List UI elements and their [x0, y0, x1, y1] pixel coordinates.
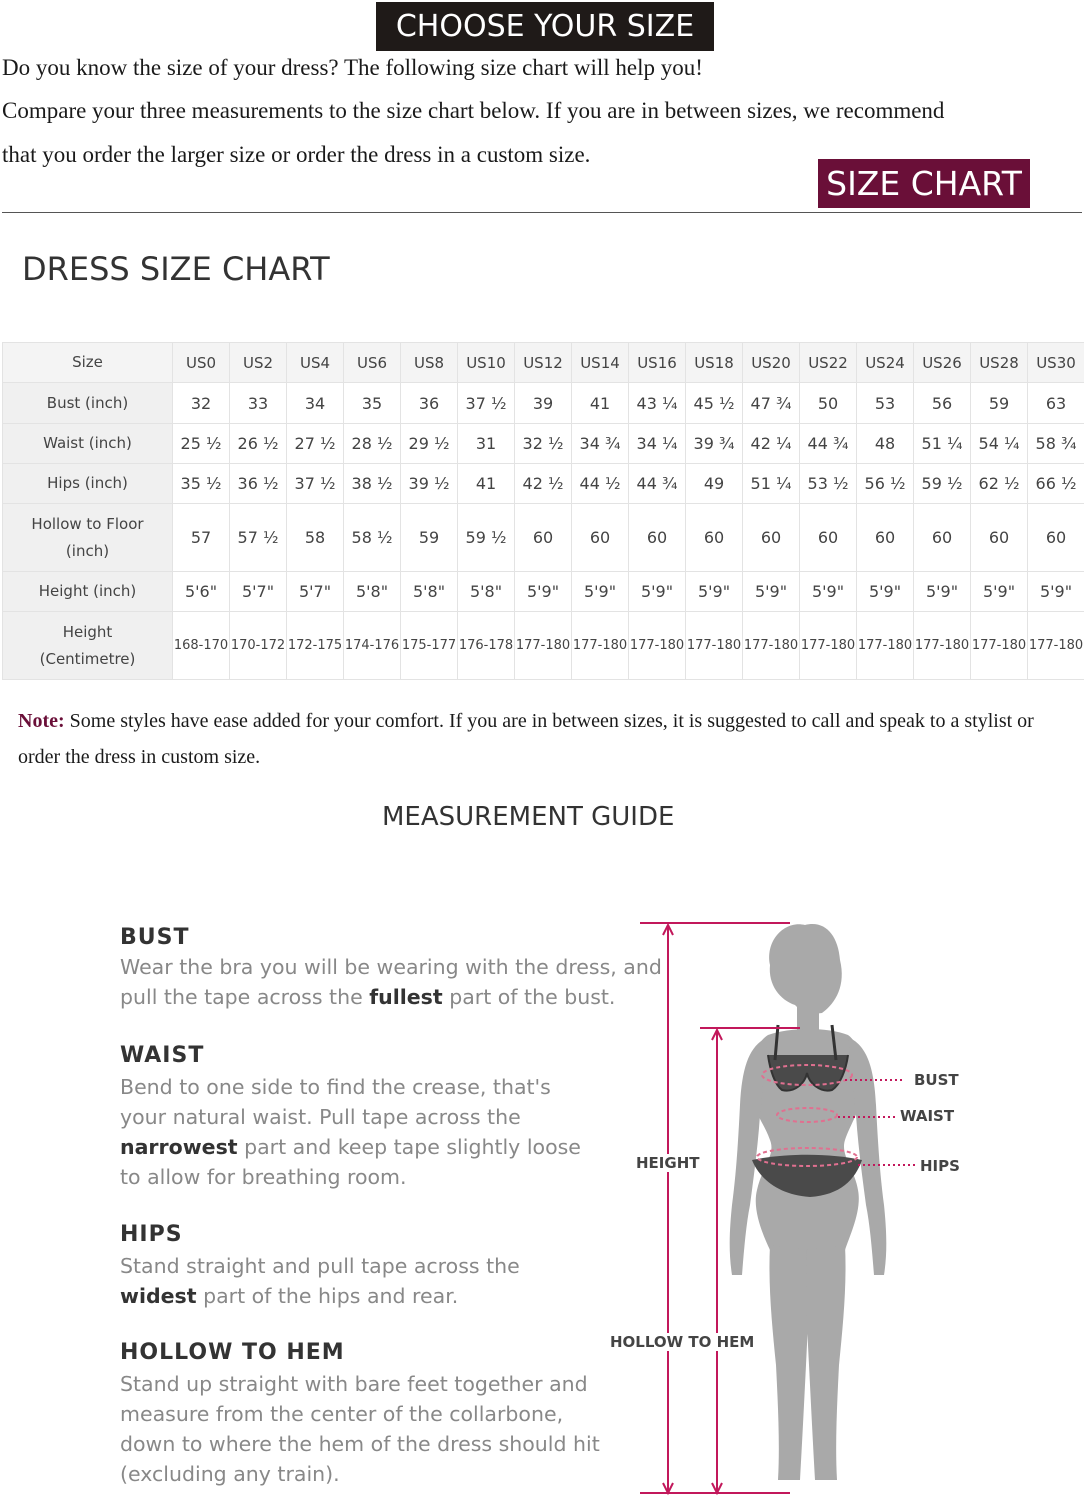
column-header: US0 [173, 343, 230, 383]
table-cell: 5'9" [914, 572, 971, 612]
column-header: US20 [743, 343, 800, 383]
row-label [3, 464, 173, 504]
table-cell: 177-180 [800, 612, 857, 680]
table-row [3, 424, 1084, 464]
table-cell: 5'9" [800, 572, 857, 612]
table-cell: 39 [515, 383, 572, 424]
hollow-heading: HOLLOW TO HEM [120, 1340, 345, 1365]
column-header: US12 [515, 343, 572, 383]
column-header: US22 [800, 343, 857, 383]
table-row [3, 504, 1084, 572]
measurement-guide-title: MEASUREMENT GUIDE [382, 802, 675, 832]
bust-line-2: pull the tape across the fullest part of the bust. [120, 985, 616, 1009]
table-row [3, 612, 1084, 680]
table-cell: 48 [857, 424, 914, 464]
table-cell: 33 [230, 383, 287, 424]
waist-line-3: narrowest part and keep tape slightly loose [120, 1135, 581, 1159]
table-header-row [3, 343, 1084, 383]
row-label-line: Bust (inch) [46, 393, 129, 412]
column-header: US16 [629, 343, 686, 383]
column-header: US6 [344, 343, 401, 383]
table-cell: 5'9" [629, 572, 686, 612]
table-cell: 60 [686, 504, 743, 572]
table-cell: 5'9" [1028, 572, 1084, 612]
row-label-line: Height [62, 622, 113, 641]
table-cell: 34 [287, 383, 344, 424]
table-cell: 53 ½ [800, 464, 857, 504]
waist-heading: WAIST [120, 1043, 205, 1068]
table-cell: 44 ¾ [800, 424, 857, 464]
table-cell: 44 ¾ [629, 464, 686, 504]
column-header: US2 [230, 343, 287, 383]
intro-line-2: Compare your three measurements to the size chart below. If you are in between sizes, we recommend [2, 98, 945, 123]
table-cell: 56 [914, 383, 971, 424]
table-cell: 59 [401, 504, 458, 572]
note-text: Some styles have ease added for your comfort. If you are in between sizes, it is suggested to call and speak to a stylist or order the dress in custom size. [18, 710, 1034, 768]
table-cell: 177-180 [515, 612, 572, 680]
table-cell: 5'7" [287, 572, 344, 612]
waist-line-1: Bend to one side to find the crease, that's [120, 1075, 551, 1099]
table-cell: 39 ¾ [686, 424, 743, 464]
table-cell: 172-175 [287, 612, 344, 680]
table-cell: 175-177 [401, 612, 458, 680]
table-cell: 62 ½ [971, 464, 1028, 504]
column-header: US8 [401, 343, 458, 383]
table-cell: 168-170 [173, 612, 230, 680]
table-cell: 41 [572, 383, 629, 424]
table-cell: 34 ¼ [629, 424, 686, 464]
hollow-section [120, 1340, 600, 1489]
table-cell: 5'9" [971, 572, 1028, 612]
table-cell: 58 [287, 504, 344, 572]
column-header: US26 [914, 343, 971, 383]
table-cell: 38 ½ [344, 464, 401, 504]
table-cell: 59 [971, 383, 1028, 424]
table-cell: 5'8" [401, 572, 458, 612]
table-cell: 50 [800, 383, 857, 424]
table-cell: 177-180 [743, 612, 800, 680]
table-cell: 176-178 [458, 612, 515, 680]
choose-your-size-banner: CHOOSE YOUR SIZE [376, 2, 714, 51]
row-label [3, 383, 173, 424]
table-cell: 51 ¼ [743, 464, 800, 504]
row-label-line: Hollow to Floor [31, 514, 144, 533]
waist-line-2: your natural waist. Pull tape across the [120, 1105, 521, 1129]
waist-section [120, 1043, 581, 1192]
table-cell: 35 [344, 383, 401, 424]
table-cell: 177-180 [1028, 612, 1084, 680]
note-label: Note: [18, 710, 65, 732]
table-cell: 177-180 [572, 612, 629, 680]
table-cell: 60 [515, 504, 572, 572]
row-label [3, 424, 173, 464]
table-row [3, 464, 1084, 504]
table-cell: 177-180 [686, 612, 743, 680]
table-cell: 5'9" [743, 572, 800, 612]
table-cell: 42 ¼ [743, 424, 800, 464]
row-label [3, 612, 173, 680]
waist-label: WAIST [900, 1107, 955, 1125]
table-cell: 174-176 [344, 612, 401, 680]
table-cell: 36 ½ [230, 464, 287, 504]
hips-line-1: Stand straight and pull tape across the [120, 1254, 520, 1278]
table-cell: 5'9" [686, 572, 743, 612]
hollow-line-4: (excluding any train). [120, 1462, 340, 1486]
table-cell: 5'6" [173, 572, 230, 612]
dress-size-chart-title: DRESS SIZE CHART [22, 250, 330, 288]
row-label [3, 504, 173, 572]
table-cell: 27 ½ [287, 424, 344, 464]
column-header: US24 [857, 343, 914, 383]
table-cell: 59 ½ [458, 504, 515, 572]
intro-line-3: that you order the larger size or order the dress in a custom size. [2, 142, 591, 167]
table-cell: 59 ½ [914, 464, 971, 504]
bust-label: BUST [914, 1071, 959, 1089]
table-cell: 37 ½ [287, 464, 344, 504]
hollow-line-2: measure from the center of the collarbone, [120, 1402, 564, 1426]
bust-heading: BUST [120, 925, 190, 950]
column-header: US28 [971, 343, 1028, 383]
note [18, 703, 1068, 775]
hips-line-2: widest part of the hips and rear. [120, 1284, 459, 1308]
table-cell: 177-180 [914, 612, 971, 680]
table-cell: 57 [173, 504, 230, 572]
row-label-line: Waist (inch) [43, 434, 132, 452]
table-cell: 58 ½ [344, 504, 401, 572]
hips-label: HIPS [920, 1157, 960, 1175]
table-cell: 32 [173, 383, 230, 424]
table-cell: 53 [857, 383, 914, 424]
column-header: US18 [686, 343, 743, 383]
table-cell: 36 [401, 383, 458, 424]
table-cell: 5'7" [230, 572, 287, 612]
hollow-to-hem-label: HOLLOW TO HEM [610, 1333, 755, 1351]
table-cell: 39 ½ [401, 464, 458, 504]
intro-line-1: Do you know the size of your dress? The following size chart will help you! [2, 55, 703, 80]
hips-heading: HIPS [120, 1222, 183, 1247]
table-cell: 54 ¼ [971, 424, 1028, 464]
column-header: US10 [458, 343, 515, 383]
table-cell: 31 [458, 424, 515, 464]
table-cell: 63 [1028, 383, 1084, 424]
table-cell: 49 [686, 464, 743, 504]
size-table [2, 342, 1084, 680]
table-cell: 177-180 [629, 612, 686, 680]
hollow-line-3: down to where the hem of the dress should hit [120, 1432, 600, 1456]
table-cell: 45 ½ [686, 383, 743, 424]
table-cell: 66 ½ [1028, 464, 1084, 504]
table-cell: 60 [857, 504, 914, 572]
table-cell: 170-172 [230, 612, 287, 680]
table-cell: 177-180 [857, 612, 914, 680]
table-cell: 42 ½ [515, 464, 572, 504]
table-cell: 5'9" [857, 572, 914, 612]
table-cell: 57 ½ [230, 504, 287, 572]
height-label: HEIGHT [636, 1154, 700, 1172]
column-header: US30 [1028, 343, 1084, 383]
table-cell: 34 ¾ [572, 424, 629, 464]
table-cell: 5'9" [572, 572, 629, 612]
column-header: US14 [572, 343, 629, 383]
table-cell: 47 ¾ [743, 383, 800, 424]
column-header-size: Size [3, 343, 173, 383]
row-label-line: (Centimetre) [39, 649, 136, 668]
table-cell: 58 ¾ [1028, 424, 1084, 464]
body-measurement-figure [600, 905, 1020, 1500]
table-cell: 35 ½ [173, 464, 230, 504]
table-cell: 51 ¼ [914, 424, 971, 464]
row-label-line: Hips (inch) [47, 474, 128, 492]
size-chart-badge: SIZE CHART [818, 159, 1030, 208]
head-shape [769, 924, 842, 1015]
waist-line-4: to allow for breathing room. [120, 1165, 407, 1189]
column-header: US4 [287, 343, 344, 383]
table-cell: 5'8" [458, 572, 515, 612]
table-cell: 60 [572, 504, 629, 572]
row-label [3, 572, 173, 612]
table-cell: 44 ½ [572, 464, 629, 504]
table-cell: 60 [800, 504, 857, 572]
table-cell: 26 ½ [230, 424, 287, 464]
table-cell: 41 [458, 464, 515, 504]
table-cell: 56 ½ [857, 464, 914, 504]
table-cell: 60 [1028, 504, 1084, 572]
table-cell: 177-180 [971, 612, 1028, 680]
table-cell: 28 ½ [344, 424, 401, 464]
hollow-line-1: Stand up straight with bare feet together and [120, 1372, 588, 1396]
table-cell: 60 [629, 504, 686, 572]
table-cell: 43 ¼ [629, 383, 686, 424]
table-cell: 60 [914, 504, 971, 572]
table-cell: 32 ½ [515, 424, 572, 464]
row-label-line: Height (inch) [38, 582, 137, 600]
table-cell: 5'9" [515, 572, 572, 612]
table-row [3, 572, 1084, 612]
table-row [3, 383, 1084, 424]
divider [2, 212, 1082, 213]
bust-section [120, 925, 662, 1012]
table-cell: 60 [971, 504, 1028, 572]
table-cell: 29 ½ [401, 424, 458, 464]
bust-line-1: Wear the bra you will be wearing with the dress, and [120, 955, 662, 979]
table-cell: 60 [743, 504, 800, 572]
table-cell: 25 ½ [173, 424, 230, 464]
hips-section [120, 1222, 520, 1311]
table-cell: 37 ½ [458, 383, 515, 424]
table-cell: 5'8" [344, 572, 401, 612]
row-label-line: (inch) [65, 541, 110, 560]
